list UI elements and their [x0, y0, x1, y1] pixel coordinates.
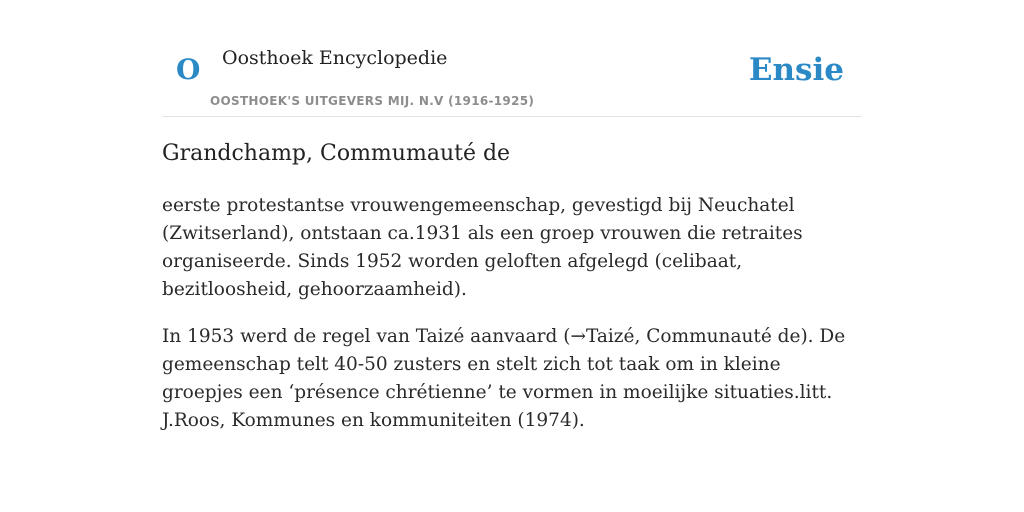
ensie-brand-link[interactable]: Ensie — [748, 52, 844, 88]
logo-mark[interactable]: O — [176, 53, 201, 86]
paragraph-text: In 1953 werd de regel van Taizé aanvaard ( — [162, 326, 571, 347]
entry-paragraph: eerste protestantse vrouwengemeenschap, gevestigd bij Neuchatel (Zwitserland), ontstaan ca.1931 als een groep vrouwen die retraites organiseerde. Sinds 1952 worden geloften afgelegd (celibaat, bezitloosheid, gehoorzaamheid). — [162, 195, 803, 300]
cross-reference-link[interactable]: →Taizé, Communauté de — [570, 326, 801, 347]
entry-content — [162, 136, 862, 435]
paragraph-text: ). De gemeenschap telt 40-50 zusters en stelt zich tot taak om in kleine groepjes een ‘présence chrétienne’ te vormen in moeilijke situaties.litt. J.Roos, Kommunes en kommuniteiten (1974). — [162, 326, 846, 431]
entry-paragraph — [162, 323, 862, 435]
site-name-link[interactable]: Oosthoek Encyclopedie — [222, 47, 448, 69]
site-header — [162, 0, 862, 117]
publisher-label: OOSTHOEK'S UITGEVERS MIJ. N.V (1916-1925) — [210, 94, 535, 108]
entry-title: Grandchamp, Commumauté de — [162, 141, 511, 166]
entry-body — [162, 192, 862, 435]
